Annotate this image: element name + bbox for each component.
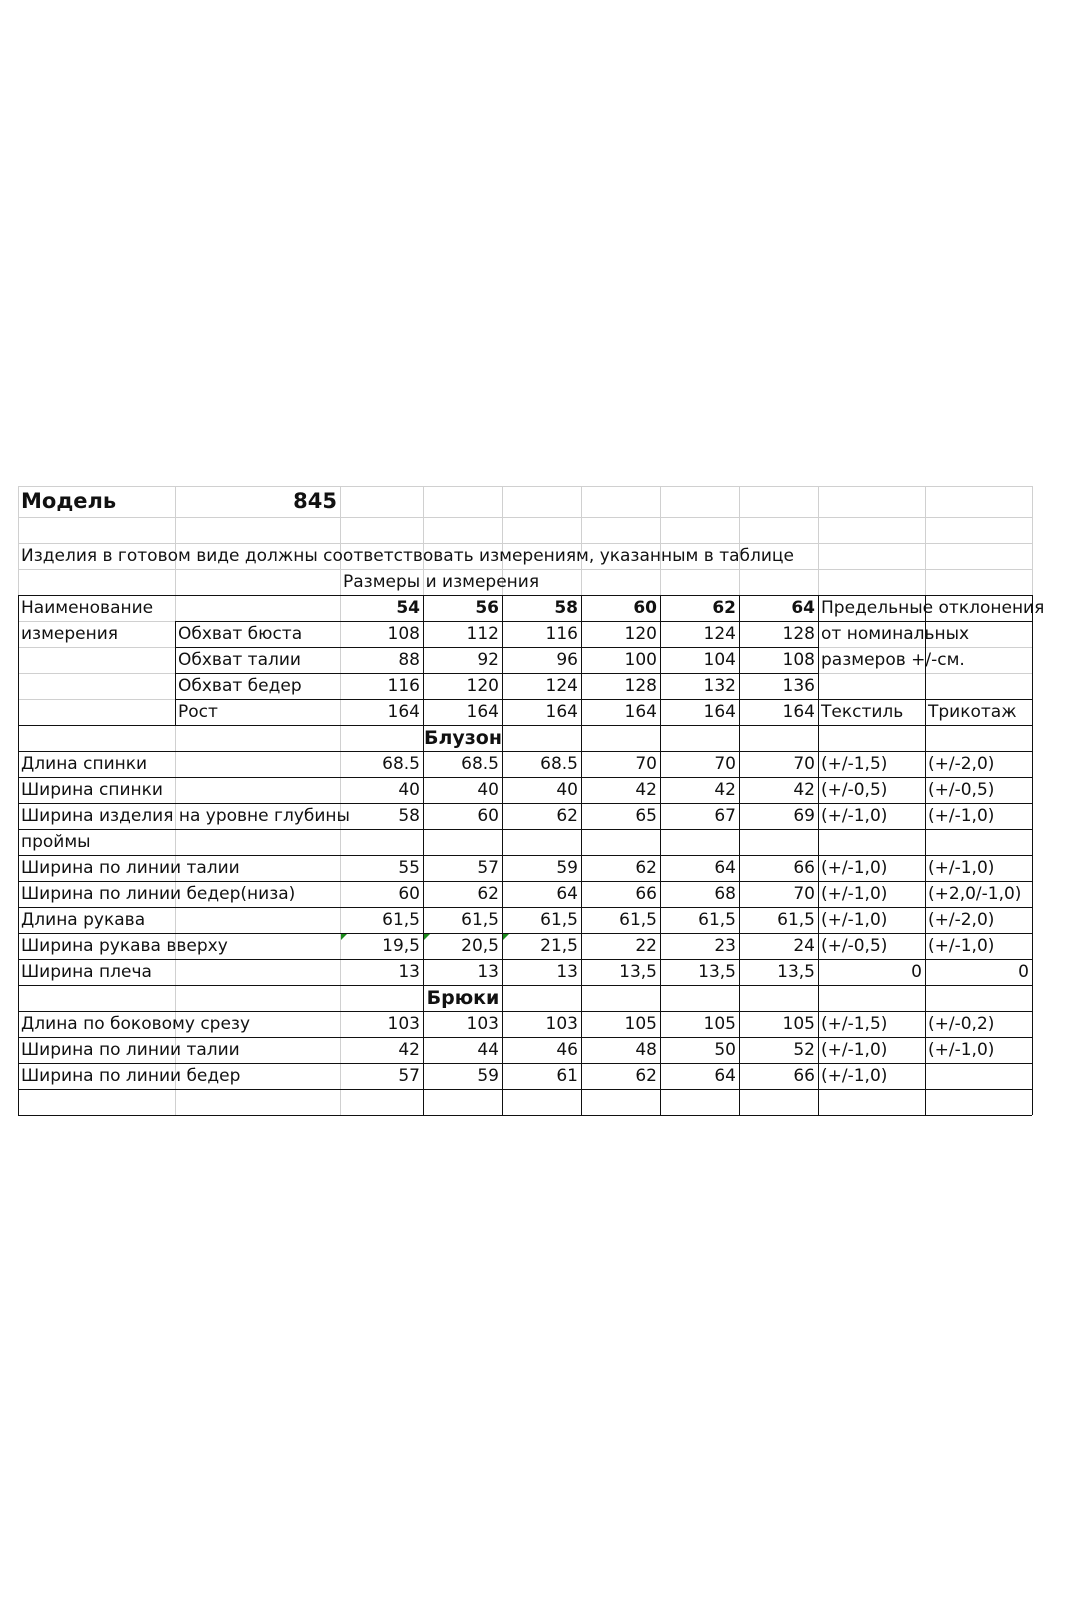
measurement-value: 65 [635, 806, 657, 826]
measurement-name: Ширина спинки [21, 780, 163, 800]
tolerance-textile: (+/-1,0) [821, 806, 888, 826]
measurement-value: 61,5 [619, 910, 657, 930]
body-measure-value: 124 [703, 624, 736, 644]
measurement-value: 21,5 [540, 936, 578, 956]
measurement-value: 68.5 [461, 754, 499, 774]
measurement-value: 13,5 [619, 962, 657, 982]
grid-line [1032, 595, 1033, 1115]
cell-error-marker [503, 934, 509, 940]
measurement-value: 13 [556, 962, 578, 982]
tolerance-knit: (+/-1,0) [928, 1040, 995, 1060]
measurement-value: 42 [793, 780, 815, 800]
measurement-value: 57 [477, 858, 499, 878]
tolerance-knit: (+/-2,0) [928, 910, 995, 930]
body-measure-value: 112 [466, 624, 499, 644]
measurement-value: 61,5 [777, 910, 815, 930]
body-measure-name: Обхват бюста [178, 624, 303, 644]
measurement-value: 40 [398, 780, 420, 800]
size-header: 56 [475, 598, 499, 618]
sizes-caption: Размеры и измерения [343, 572, 540, 592]
measurement-value: 62 [635, 1066, 657, 1086]
grid-line [340, 486, 341, 1115]
measurement-value: 19,5 [382, 936, 420, 956]
section-title: Брюки [426, 987, 500, 1009]
body-measure-value: 116 [387, 676, 420, 696]
measurement-value: 62 [635, 858, 657, 878]
measurement-name: Длина по боковому срезу [21, 1014, 251, 1034]
measurement-value: 57 [398, 1066, 420, 1086]
tolerance-textile-header: Текстиль [821, 702, 904, 722]
body-measure-value: 164 [782, 702, 815, 722]
tolerance-textile: (+/-1,5) [821, 754, 888, 774]
measurement-name: Ширина по линии талии [21, 1040, 240, 1060]
cell-error-marker [341, 934, 347, 940]
measurement-value: 13 [398, 962, 420, 982]
measurement-value: 22 [635, 936, 657, 956]
tolerance-knit: 0 [1018, 962, 1029, 982]
measurement-value: 60 [477, 806, 499, 826]
measurement-value: 64 [556, 884, 578, 904]
measurement-value: 66 [635, 884, 657, 904]
tolerance-knit: (+2,0/-1,0) [928, 884, 1022, 904]
measurement-value: 42 [714, 780, 736, 800]
measurement-value: 61,5 [540, 910, 578, 930]
body-measure-value: 132 [703, 676, 736, 696]
body-measure-value: 120 [624, 624, 657, 644]
measurement-value: 105 [703, 1014, 736, 1034]
measurement-value: 46 [556, 1040, 578, 1060]
measurement-value: 42 [635, 780, 657, 800]
measurement-value: 105 [782, 1014, 815, 1034]
body-measure-value: 124 [545, 676, 578, 696]
measurement-value: 70 [635, 754, 657, 774]
body-measure-value: 108 [782, 650, 815, 670]
body-measure-value: 120 [466, 676, 499, 696]
measurement-value: 64 [714, 858, 736, 878]
body-measure-value: 100 [624, 650, 657, 670]
measurement-value: 42 [398, 1040, 420, 1060]
header-name-line2: измерения [21, 624, 119, 644]
tolerance-textile: (+/-1,5) [821, 1014, 888, 1034]
body-measure-value: 92 [477, 650, 499, 670]
grid-line [18, 517, 1032, 518]
measurement-value: 68 [714, 884, 736, 904]
body-measure-value: 164 [466, 702, 499, 722]
body-measure-value: 88 [398, 650, 420, 670]
measurement-value: 44 [477, 1040, 499, 1060]
measurement-value: 62 [477, 884, 499, 904]
measurement-value: 13,5 [698, 962, 736, 982]
measurement-value: 69 [793, 806, 815, 826]
deviation-header-line1: Предельные отклонения [821, 598, 1045, 618]
measurement-value: 62 [556, 806, 578, 826]
header-name-line1: Наименование [21, 598, 154, 618]
body-measure-value: 164 [387, 702, 420, 722]
tolerance-knit: (+/-0,2) [928, 1014, 995, 1034]
body-measure-name: Рост [178, 702, 218, 722]
measurement-value: 70 [793, 884, 815, 904]
tolerance-knit: (+/-1,0) [928, 806, 995, 826]
measurement-value: 23 [714, 936, 736, 956]
measurement-value: 61,5 [698, 910, 736, 930]
tolerance-textile: (+/-1,0) [821, 858, 888, 878]
body-measure-value: 116 [545, 624, 578, 644]
tolerance-knit-header: Трикотаж [928, 702, 1017, 722]
measurement-value: 61,5 [382, 910, 420, 930]
size-header: 64 [791, 598, 815, 618]
measurement-value: 66 [793, 858, 815, 878]
measurement-value: 70 [714, 754, 736, 774]
size-header: 62 [712, 598, 736, 618]
measurement-value: 40 [477, 780, 499, 800]
model-label: Модель [21, 489, 117, 513]
tolerance-textile: (+/-0,5) [821, 780, 888, 800]
measurement-value: 48 [635, 1040, 657, 1060]
size-chart-sheet [18, 486, 1052, 1111]
model-number: 845 [293, 489, 337, 513]
tolerance-knit [928, 1063, 1029, 1089]
cell-error-marker [424, 934, 430, 940]
body-measure-value: 128 [782, 624, 815, 644]
measurement-name: Ширина рукава вверху [21, 936, 228, 956]
body-measure-value: 136 [782, 676, 815, 696]
body-measure-value: 164 [703, 702, 736, 722]
tolerance-knit: (+/-1,0) [928, 936, 995, 956]
measurement-name: Ширина по линии бедер(низа) [21, 884, 296, 904]
body-measure-value: 96 [556, 650, 578, 670]
measurement-value: 50 [714, 1040, 736, 1060]
tolerance-knit: (+/-1,0) [928, 858, 995, 878]
size-header: 60 [633, 598, 657, 618]
measurement-value: 40 [556, 780, 578, 800]
measurement-value: 52 [793, 1040, 815, 1060]
body-measure-value: 108 [387, 624, 420, 644]
measurement-value: 103 [387, 1014, 420, 1034]
body-measure-value: 128 [624, 676, 657, 696]
measurement-value: 103 [466, 1014, 499, 1034]
measurement-name: Ширина по линии бедер [21, 1066, 241, 1086]
measurement-name: Длина рукава [21, 910, 146, 930]
measurement-value: 61 [556, 1066, 578, 1086]
size-header: 54 [396, 598, 420, 618]
tolerance-textile: (+/-0,5) [821, 936, 888, 956]
measurement-value: 70 [793, 754, 815, 774]
tolerance-textile: (+/-1,0) [821, 1040, 888, 1060]
tolerance-knit: (+/-2,0) [928, 754, 995, 774]
requirements-note: Изделия в готовом виде должны соответствовать измерениям, указанным в таблице [21, 546, 794, 566]
tolerance-textile: (+/-1,0) [821, 884, 888, 904]
body-measure-value: 104 [703, 650, 736, 670]
grid-line [18, 1089, 1032, 1090]
measurement-value: 61,5 [461, 910, 499, 930]
deviation-header-line3: размеров +/-см. [821, 650, 965, 670]
measurement-value: 13,5 [777, 962, 815, 982]
measurement-value: 68.5 [382, 754, 420, 774]
grid-line [18, 1115, 1032, 1116]
tolerance-textile: (+/-1,0) [821, 1066, 888, 1086]
section-title: Блузон [423, 727, 502, 749]
measurement-value: 64 [714, 1066, 736, 1086]
measurement-value: 55 [398, 858, 420, 878]
measurement-value: 58 [398, 806, 420, 826]
body-measure-name: Обхват талии [178, 650, 301, 670]
measurement-name-continued: проймы [21, 832, 91, 852]
tolerance-textile: (+/-1,0) [821, 910, 888, 930]
measurement-name: Ширина по линии талии [21, 858, 240, 878]
measurement-value: 105 [624, 1014, 657, 1034]
measurement-value: 24 [793, 936, 815, 956]
deviation-header-line2: от номинальных [821, 624, 970, 644]
body-measure-value: 164 [545, 702, 578, 722]
measurement-value: 68.5 [540, 754, 578, 774]
body-measure-name: Обхват бедер [178, 676, 302, 696]
measurement-value: 13 [477, 962, 499, 982]
measurement-value: 67 [714, 806, 736, 826]
tolerance-knit: (+/-0,5) [928, 780, 995, 800]
measurement-value: 20,5 [461, 936, 499, 956]
measurement-value: 66 [793, 1066, 815, 1086]
size-header: 58 [554, 598, 578, 618]
measurement-name: Ширина плеча [21, 962, 152, 982]
body-measure-value: 164 [624, 702, 657, 722]
tolerance-textile: 0 [911, 962, 922, 982]
measurement-value: 60 [398, 884, 420, 904]
grid-line [818, 725, 1032, 726]
measurement-value: 103 [545, 1014, 578, 1034]
measurement-value: 59 [477, 1066, 499, 1086]
measurement-name: Ширина изделия на уровне глубины [21, 806, 350, 826]
measurement-value: 59 [556, 858, 578, 878]
measurement-name: Длина спинки [21, 754, 148, 774]
